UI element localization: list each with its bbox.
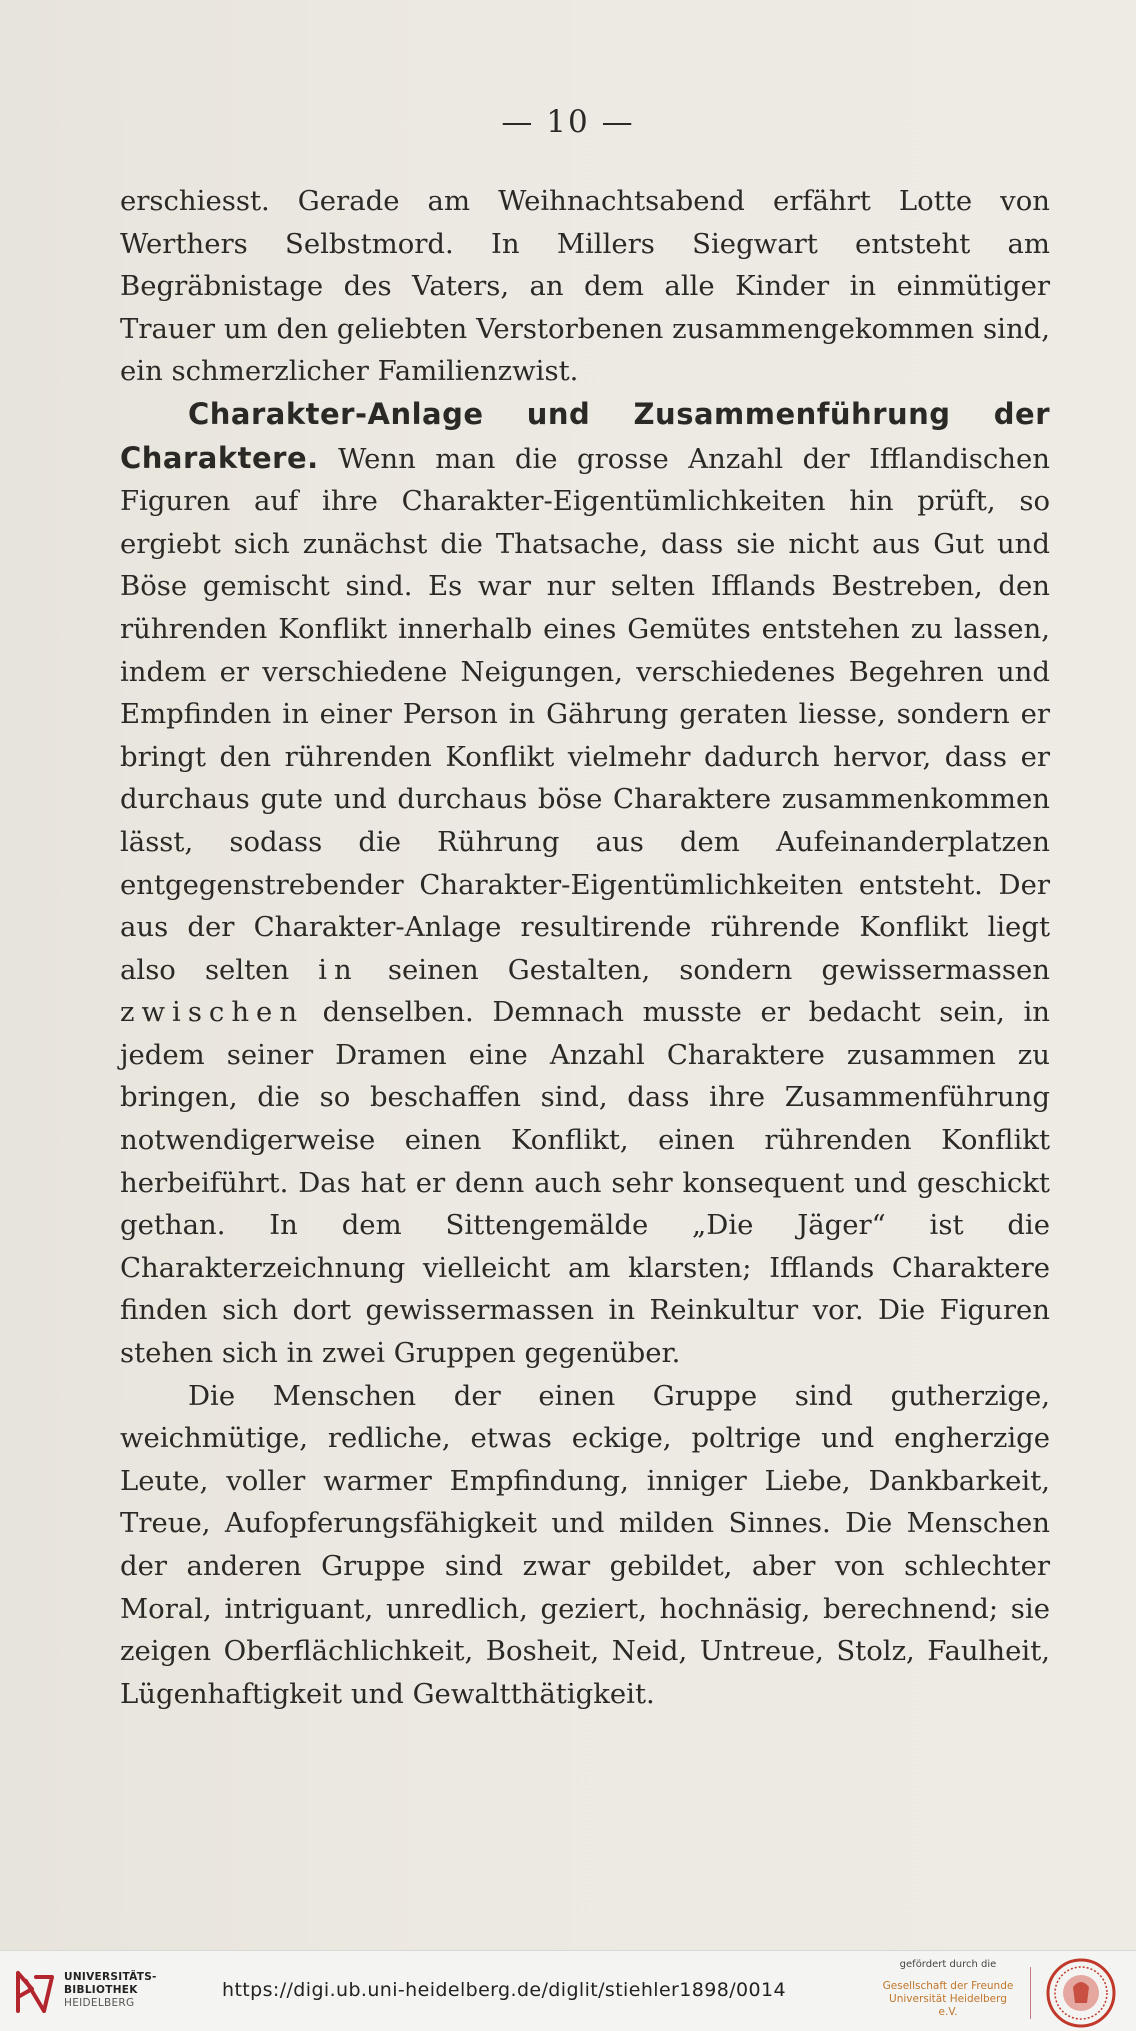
footer-divider bbox=[1030, 1967, 1031, 2019]
paragraph-1: erschiesst. Gerade am Weihnachtsabend erfährt Lotte von Werthers Selbstmord. In Millers Siegwart entsteht am Begräbnistage des Vaters, an dem alle Kinder in einmütiger Trauer um den geliebten Verstorbenen zusammengekommen sind, ein schmerzlicher Familienzwist. bbox=[120, 185, 1050, 388]
viewer-footer bbox=[0, 1950, 1136, 2031]
paragraph-2-text-b: seinen Gestalten, sondern gewissermassen bbox=[358, 953, 1051, 986]
spaced-emphasis-zwischen: zwischen bbox=[120, 996, 305, 1029]
spaced-emphasis-in: in bbox=[318, 953, 359, 986]
paragraph-3: Die Menschen der einen Gruppe sind gutherzige, weichmütige, redliche, etwas eckige, poltrige und engherzige Leute, voller warmer Empfindung, inniger Liebe, Dankbarkeit, Treue, Aufopferungsfähigkeit und milden Sinnes. Die Menschen der anderen Gruppe sind zwar gebildet, aber von schlechter Moral, intriguant, unredlich, geziert, hochnäsig, berechnend; sie zeigen Oberflächlichkeit, Bosheit, Neid, Untreue, Stolz, Faulheit, Lügenhaftigkeit und Gewaltthätigkeit. bbox=[120, 1379, 1050, 1710]
paragraph-2-text-a: Wenn man die grosse Anzahl der Ifflandischen Figuren auf ihre Charakter-Eigentümlichkeiten hin prüft, so ergiebt sich zunächst die Thatsache, dass sie nicht aus Gut und Böse gemischt sind. Es war nur selten Ifflands Bestreben, den rührenden Konflikt innerhalb eines Gemütes entstehen zu lassen, indem er verschiedene Neigungen, verschiedenes Begehren und Empfinden in einer Person in Gährung geraten liesse, sondern er bringt den rührenden Konflikt vielmehr dadurch hervor, dass er durchaus gute und durchaus böse Charaktere zusammenkommen lässt, sodass die Rührung aus dem Aufeinanderplatzen entgegenstrebender Charakter-Eigentümlichkeiten entsteht. Der aus der Charakter-Anlage resultirende rührende Konflikt liegt also selten bbox=[120, 442, 1050, 986]
university-seal-icon[interactable] bbox=[1045, 1957, 1117, 2029]
paragraph-2 bbox=[120, 393, 1050, 1375]
page-number: — 10 — bbox=[501, 104, 635, 140]
university-library-logo-icon bbox=[12, 1967, 58, 2017]
funder-credit: gefördert durch die Gesellschaft der Freunde Universität Heidelberg e.V. bbox=[882, 1959, 1014, 2018]
permalink-url[interactable]: https://digi.ub.uni-heidelberg.de/diglit/stiehler1898/0014 bbox=[222, 1979, 786, 2001]
paragraph-2-text-c: denselben. Demnach musste er bedacht sein, in jedem seiner Dramen eine Anzahl Charaktere zusammen zu bringen, die so beschaffen sind, dass ihre Zusammenführung notwendigerweise einen Konflikt, einen rührenden Konflikt herbeiführt. Das hat er denn auch sehr konsequent und geschickt gethan. In dem Sittengemälde „Die Jäger“ ist die Charakterzeichnung vielleicht am klarsten; Ifflands Charaktere finden sich dort gewissermassen in Reinkultur vor. Die Figuren stehen sich in zwei Gruppen gegenüber. bbox=[120, 996, 1050, 1370]
library-name: UNIVERSITÄTS- BIBLIOTHEK HEIDELBERG bbox=[64, 1971, 157, 2009]
body-text bbox=[120, 180, 1050, 1715]
section-heading: Charakter-Anlage und Zusammenführung der Charaktere. bbox=[120, 396, 1050, 475]
